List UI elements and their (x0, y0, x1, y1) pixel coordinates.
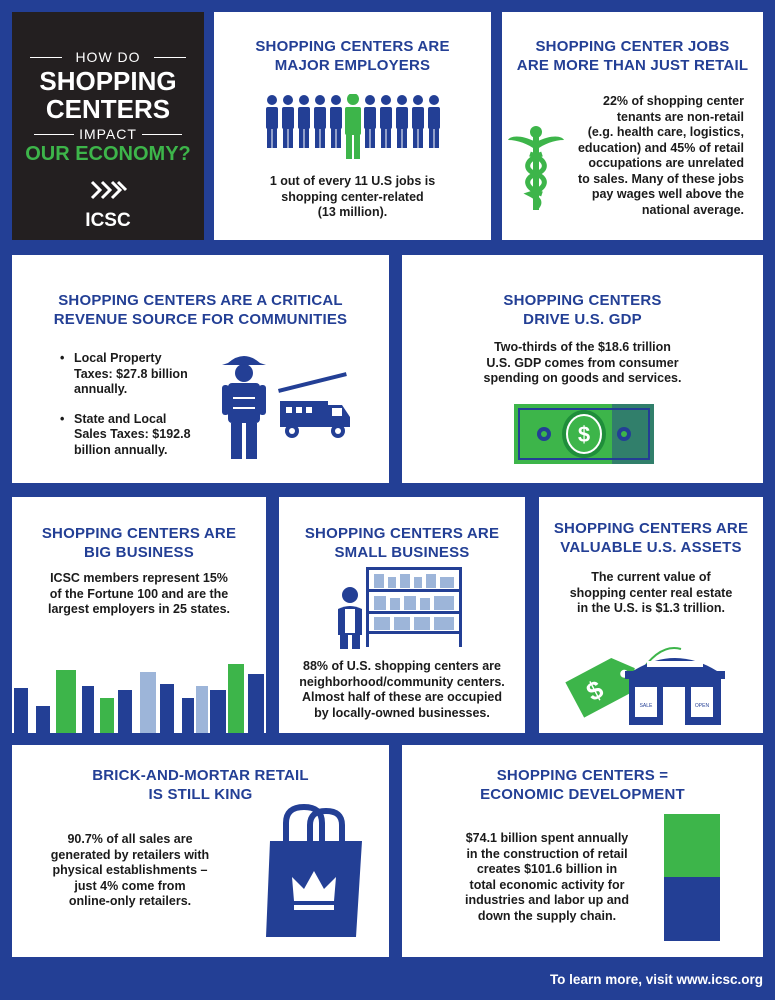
panel-title: SHOPPING CENTERS ARE BIG BUSINESS (41, 525, 237, 561)
sale-sign: SALE (639, 703, 653, 709)
panel-drive-gdp (402, 255, 763, 483)
panel-brick-and-mortar (12, 745, 389, 957)
icsc-logo-text: ICSC (85, 210, 131, 231)
list-item: • State and Local Sales Taxes: $192.8 billion annually. (60, 412, 202, 459)
panel-title: SHOPPING CENTERS DRIVE U.S. GDP (503, 292, 662, 328)
tag-symbol: $ (581, 673, 609, 708)
panel-body: Two-thirds of the $18.6 trillion U.S. GDP comes from consumer spending on goods and services. (483, 340, 682, 385)
panel-body: 88% of U.S. shopping centers are neighborhood/community centers. Almost half of these are occupied by locally-owned businesses. (299, 659, 505, 720)
intro-impact: IMPACT (79, 126, 137, 142)
panel-body: The current value of shopping center real estate in the U.S. is $1.3 trillion. (569, 570, 733, 615)
open-sign: OPEN (694, 703, 710, 709)
panel-title: SHOPPING CENTER JOBS ARE MORE THAN JUST RETAIL (516, 38, 749, 74)
panel-body: 22% of shopping center tenants are non-retail (e.g. health care, logistics, education) and 45% of retail occupations are unrelated to sales. Many of these jobs pay wages well above the national average. (577, 94, 744, 217)
panel-economic-development (402, 745, 763, 957)
list-item: • Local Property Taxes: $27.8 billion annually. (60, 351, 202, 398)
panel-jobs-beyond-retail (502, 12, 763, 240)
bill-symbol: $ (577, 422, 591, 447)
panel-valuable-assets (539, 497, 763, 733)
panel-title: SHOPPING CENTERS = ECONOMIC DEVELOPMENT (480, 767, 685, 803)
intro-how-do: HOW DO (75, 49, 141, 65)
panel-revenue-source (12, 255, 389, 483)
shopkeeper-icon (336, 565, 466, 649)
panel-title: SHOPPING CENTERS ARE MAJOR EMPLOYERS (255, 38, 450, 74)
firefighter-truck-icon (220, 349, 352, 463)
panel-major-employers (214, 12, 491, 240)
panel-big-business (12, 497, 266, 733)
intro-shopping: SHOPPING (39, 66, 177, 96)
tax-list (60, 351, 202, 472)
intro-our-economy: OUR ECONOMY? (25, 143, 191, 165)
caduceus-icon (508, 124, 564, 212)
panel-body: 1 out of every 11 U.S jobs is shopping center-related (13 million). (269, 174, 436, 219)
dollar-bill-icon (514, 404, 654, 464)
shopping-bag-crown-icon (264, 803, 368, 939)
panel-body: ICSC members represent 15% of the Fortune 100 and are the largest employers in 25 states. (47, 571, 231, 616)
people-row-icon (264, 94, 442, 160)
intro-centers: CENTERS (45, 94, 171, 124)
panel-title: SHOPPING CENTERS ARE VALUABLE U.S. ASSETS (553, 520, 749, 556)
panel-title: BRICK-AND-MORTAR RETAIL IS STILL KING (92, 767, 309, 803)
panel-body: $74.1 billion spent annually in the construction of retail creates $101.6 billion in total economic activity for industries and labor up and down the supply chain. (465, 831, 629, 923)
stacked-bar-icon (664, 814, 720, 941)
footer-link-text[interactable]: To learn more, visit www.icsc.org (549, 972, 763, 987)
panel-title: SHOPPING CENTERS ARE A CRITICAL REVENUE SOURCE FOR COMMUNITIES (53, 292, 348, 328)
panel-title: SHOPPING CENTERS ARE SMALL BUSINESS (304, 525, 500, 561)
panel-small-business (279, 497, 525, 733)
icsc-logo-icon (88, 178, 128, 208)
panel-body: 90.7% of all sales are generated by retailers with physical establishments – just 4% come from online-only retailers. (50, 832, 210, 908)
price-tag-store-icon (563, 635, 739, 727)
intro-panel (12, 12, 204, 240)
city-skyline-icon (12, 660, 266, 733)
